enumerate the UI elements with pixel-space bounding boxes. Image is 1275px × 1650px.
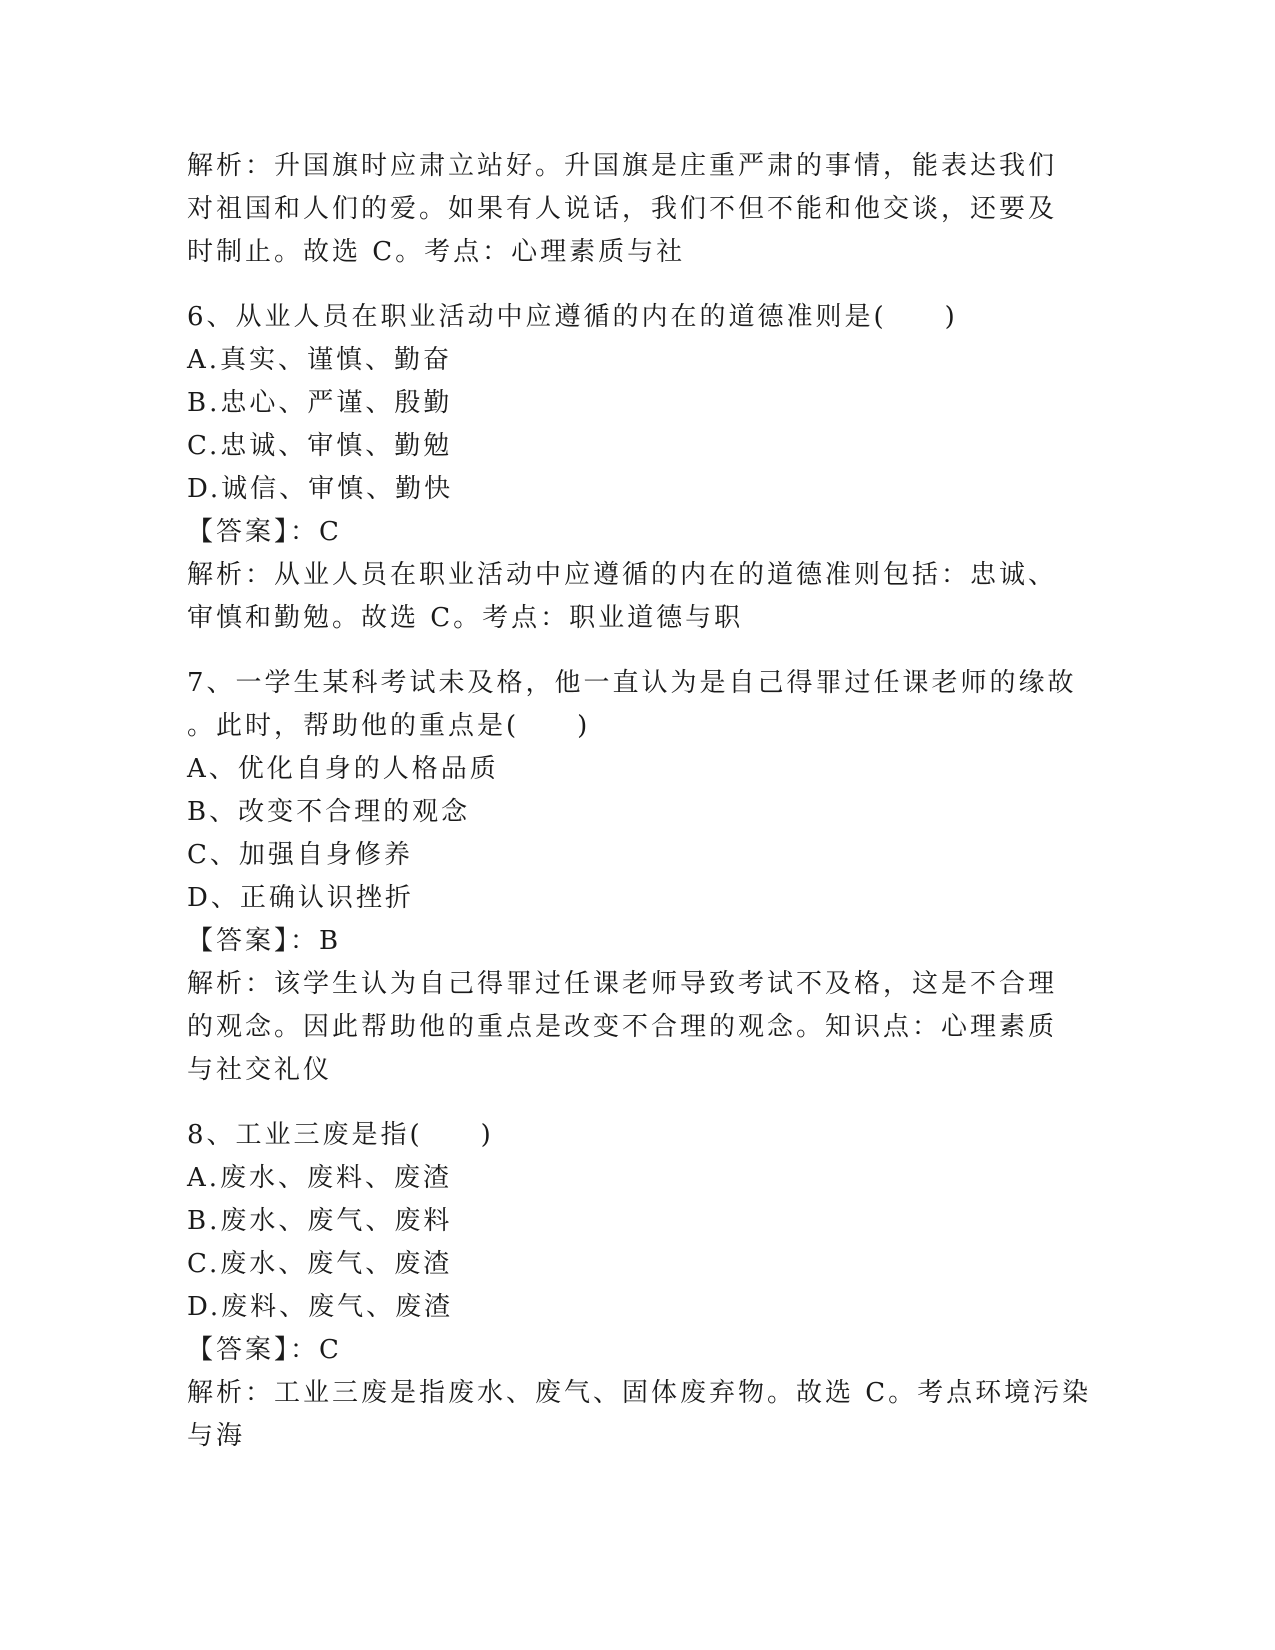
analysis-line: 解析：升国旗时应肃立站好。升国旗是庄重严肃的事情，能表达我们: [187, 151, 1058, 181]
analysis-line: 的观念。因此帮助他的重点是改变不合理的观念。知识点：心理素质: [187, 1012, 1058, 1042]
analysis-line: 与社交礼仪: [187, 1055, 333, 1085]
analysis-line: 解析：该学生认为自己得罪过任课老师导致考试不及格，这是不合理: [187, 969, 1058, 999]
option-a: A.真实、谨慎、勤奋: [187, 345, 453, 375]
option-a: A.废水、废料、废渣: [187, 1163, 453, 1193]
answer: 【答案】：B: [187, 926, 342, 956]
option-d: D.诚信、审慎、勤快: [187, 474, 454, 504]
option-b: B.忠心、严谨、殷勤: [187, 388, 453, 418]
option-b: B.废水、废气、废料: [187, 1206, 453, 1236]
analysis-line: 审慎和勤勉。故选 C。考点：职业道德与职: [187, 603, 744, 633]
analysis-line: 与海: [187, 1421, 246, 1451]
answer: 【答案】：C: [187, 1335, 342, 1365]
question-stem: 6、从业人员在职业活动中应遵循的内在的道德准则是( ): [187, 302, 958, 332]
question-7: [187, 662, 1087, 1092]
option-d: D、正确认识挫折: [187, 883, 414, 913]
analysis-line: 解析：从业人员在职业活动中应遵循的内在的道德准则包括：忠诚、: [187, 560, 1058, 590]
question-6: [187, 296, 1087, 640]
analysis-line: 对祖国和人们的爱。如果有人说话，我们不但不能和他交谈，还要及: [187, 194, 1058, 224]
answer: 【答案】：C: [187, 517, 342, 547]
analysis-line: 时制止。故选 C。考点：心理素质与社: [187, 237, 686, 267]
option-c: C、加强自身修养: [187, 840, 413, 870]
option-c: C.废水、废气、废渣: [187, 1249, 453, 1279]
question-stem: 。此时，帮助他的重点是( ): [187, 711, 591, 741]
question-stem: 8、工业三废是指( ): [187, 1120, 494, 1150]
option-a: A、优化自身的人格品质: [187, 754, 499, 784]
option-b: B、改变不合理的观念: [187, 797, 471, 827]
option-d: D.废料、废气、废渣: [187, 1292, 454, 1322]
analysis-line: 解析：工业三废是指废水、废气、固体废弃物。故选 C。考点环境污染: [187, 1378, 1092, 1408]
intro-analysis: [187, 145, 1087, 274]
question-stem: 7、一学生某科考试未及格，他一直认为是自己得罪过任课老师的缘故: [187, 668, 1077, 698]
option-c: C.忠诚、审慎、勤勉: [187, 431, 453, 461]
question-8: [187, 1114, 1092, 1458]
document-page: [187, 145, 1092, 1458]
